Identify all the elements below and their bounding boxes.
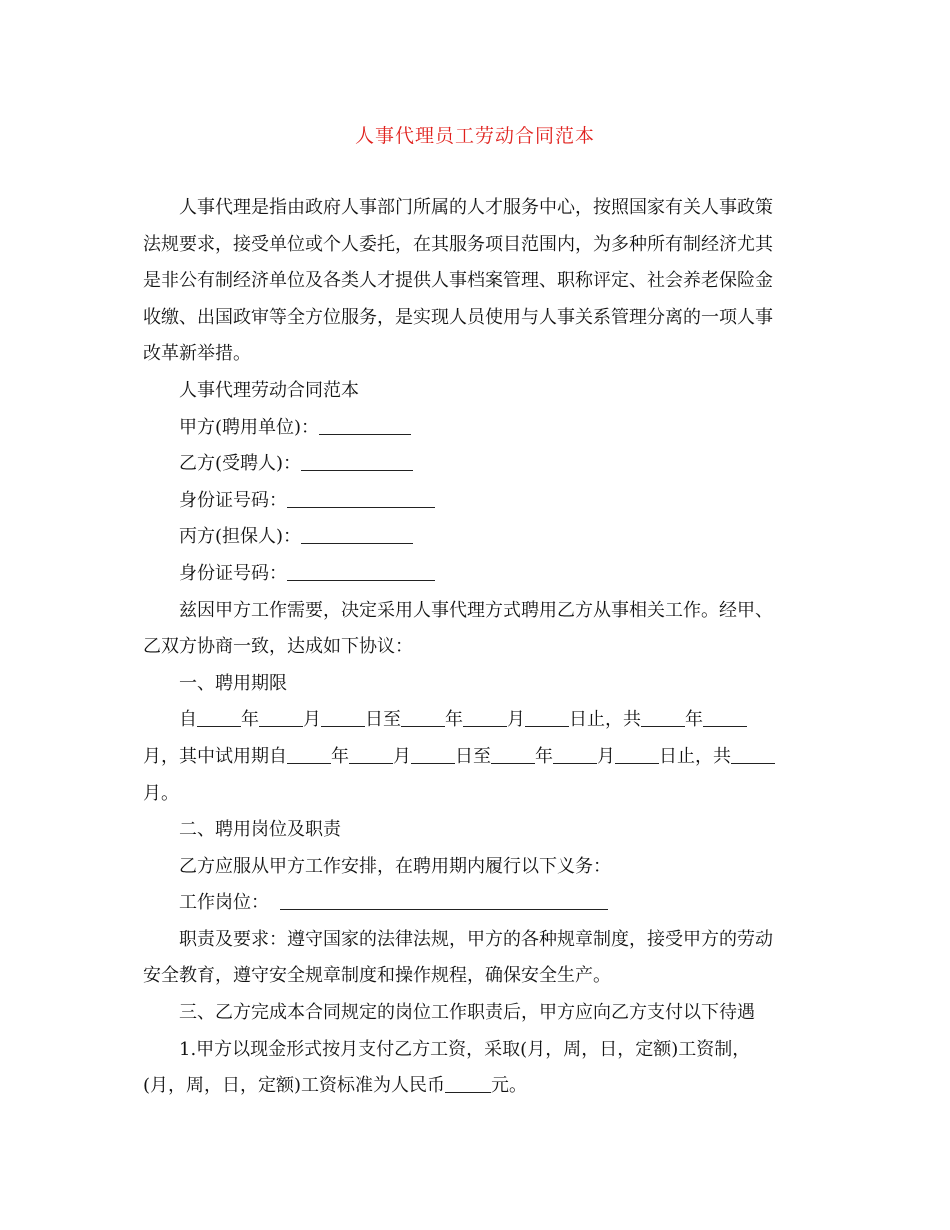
position-blank[interactable] xyxy=(280,891,608,910)
term-blank[interactable] xyxy=(731,745,775,764)
term-day-end: 日止，共 xyxy=(659,745,731,767)
intro-line-5: 改革新举措。 xyxy=(143,343,251,365)
intro-line-1: 人事代理是指由政府人事部门所属的人才服务中心，按照国家有关人事政策 xyxy=(179,197,773,218)
id-number-blank-1[interactable] xyxy=(287,489,435,508)
id-number-label-2: 身份证号码： xyxy=(179,562,287,584)
term-year: 年 xyxy=(445,709,463,731)
term-blank[interactable] xyxy=(259,708,303,727)
section-1-heading: 一、聘用期限 xyxy=(179,672,287,694)
term-blank[interactable] xyxy=(703,708,747,727)
term-year: 年 xyxy=(241,709,259,731)
contract-subtitle: 人事代理劳动合同范本 xyxy=(179,379,359,401)
term-blank[interactable] xyxy=(401,708,445,727)
duty-intro: 乙方应服从甲方工作安排，在聘用期内履行以下义务： xyxy=(179,855,611,877)
term-line-1 xyxy=(143,702,808,739)
term-month: 月 xyxy=(303,709,321,731)
party-b-line xyxy=(143,446,808,483)
term-blank[interactable] xyxy=(287,745,331,764)
duty-line-2: 安全教育，遵守安全规章制度和操作规程，确保安全生产。 xyxy=(143,965,611,987)
section-3-heading: 三、乙方完成本合同规定的岗位工作职责后，甲方应向乙方支付以下待遇 xyxy=(179,1002,755,1024)
party-a-blank[interactable] xyxy=(319,416,411,435)
pay-unit: 元。 xyxy=(491,1075,528,1097)
duty-line-1: 职责及要求：遵守国家的法律法规，甲方的各种规章制度，接受甲方的劳动 xyxy=(179,928,773,950)
term-blank[interactable] xyxy=(463,708,507,727)
term-year: 年 xyxy=(535,745,553,767)
term-blank[interactable] xyxy=(553,745,597,764)
term-blank[interactable] xyxy=(525,708,569,727)
term-line-2 xyxy=(143,739,808,776)
term-blank[interactable] xyxy=(615,745,659,764)
document-body xyxy=(143,190,808,1105)
term-blank[interactable] xyxy=(641,708,685,727)
id-number-label-1: 身份证号码： xyxy=(179,489,287,511)
term-blank[interactable] xyxy=(197,708,241,727)
intro-line-4: 收缴、出国政审等全方位服务，是实现人员使用与人事关系管理分离的一项人事 xyxy=(143,306,773,328)
position-line xyxy=(143,885,808,922)
agreement-line-1: 兹因甲方工作需要，决定采用人事代理方式聘用乙方从事相关工作。经甲、 xyxy=(179,599,773,621)
party-a-label: 甲方(聘用单位)： xyxy=(179,416,320,438)
term-day-to: 日至 xyxy=(365,709,401,731)
party-a-line xyxy=(143,410,808,447)
term-month: 月 xyxy=(393,745,411,767)
pay-line-1: 1.甲方以现金形式按月支付乙方工资，采取(月，周，日，定额)工资制， xyxy=(179,1038,751,1060)
term-line-3: 月。 xyxy=(143,782,179,804)
pay-line-2 xyxy=(143,1068,808,1105)
term-blank[interactable] xyxy=(321,708,365,727)
term-year: 年 xyxy=(685,709,703,731)
party-b-label: 乙方(受聘人)： xyxy=(179,453,302,475)
party-c-line xyxy=(143,519,808,556)
intro-line-3: 是非公有制经济单位及各类人才提供人事档案管理、职称评定、社会养老保险金 xyxy=(143,270,773,292)
agreement-line-2: 乙双方协商一致，达成如下协议： xyxy=(143,636,413,658)
party-c-blank[interactable] xyxy=(301,525,413,544)
term-month-comma: 月，其中试用期自 xyxy=(143,745,287,767)
id-number-line-1 xyxy=(143,483,808,520)
party-c-label: 丙方(担保人)： xyxy=(179,526,302,548)
id-number-blank-2[interactable] xyxy=(287,562,435,581)
term-month: 月 xyxy=(507,709,525,731)
term-day-end: 日止，共 xyxy=(569,709,641,731)
term-day-to: 日至 xyxy=(455,745,491,767)
term-blank[interactable] xyxy=(491,745,535,764)
term-blank[interactable] xyxy=(411,745,455,764)
party-b-blank[interactable] xyxy=(301,452,413,471)
term-from: 自 xyxy=(179,709,197,731)
term-month: 月 xyxy=(597,745,615,767)
term-blank[interactable] xyxy=(349,745,393,764)
pay-amount-blank[interactable] xyxy=(445,1074,491,1093)
intro-line-2: 法规要求，接受单位或个人委托，在其服务项目范围内，为多种所有制经济尤其 xyxy=(143,233,773,255)
position-label: 工作岗位： xyxy=(179,892,269,914)
id-number-line-2 xyxy=(143,556,808,593)
term-year: 年 xyxy=(331,745,349,767)
document-title: 人事代理员工劳动合同范本 xyxy=(354,125,595,147)
section-2-heading: 二、聘用岗位及职责 xyxy=(179,819,341,841)
pay-standard-label: (月，周，日，定额)工资标准为人民币 xyxy=(143,1075,446,1097)
